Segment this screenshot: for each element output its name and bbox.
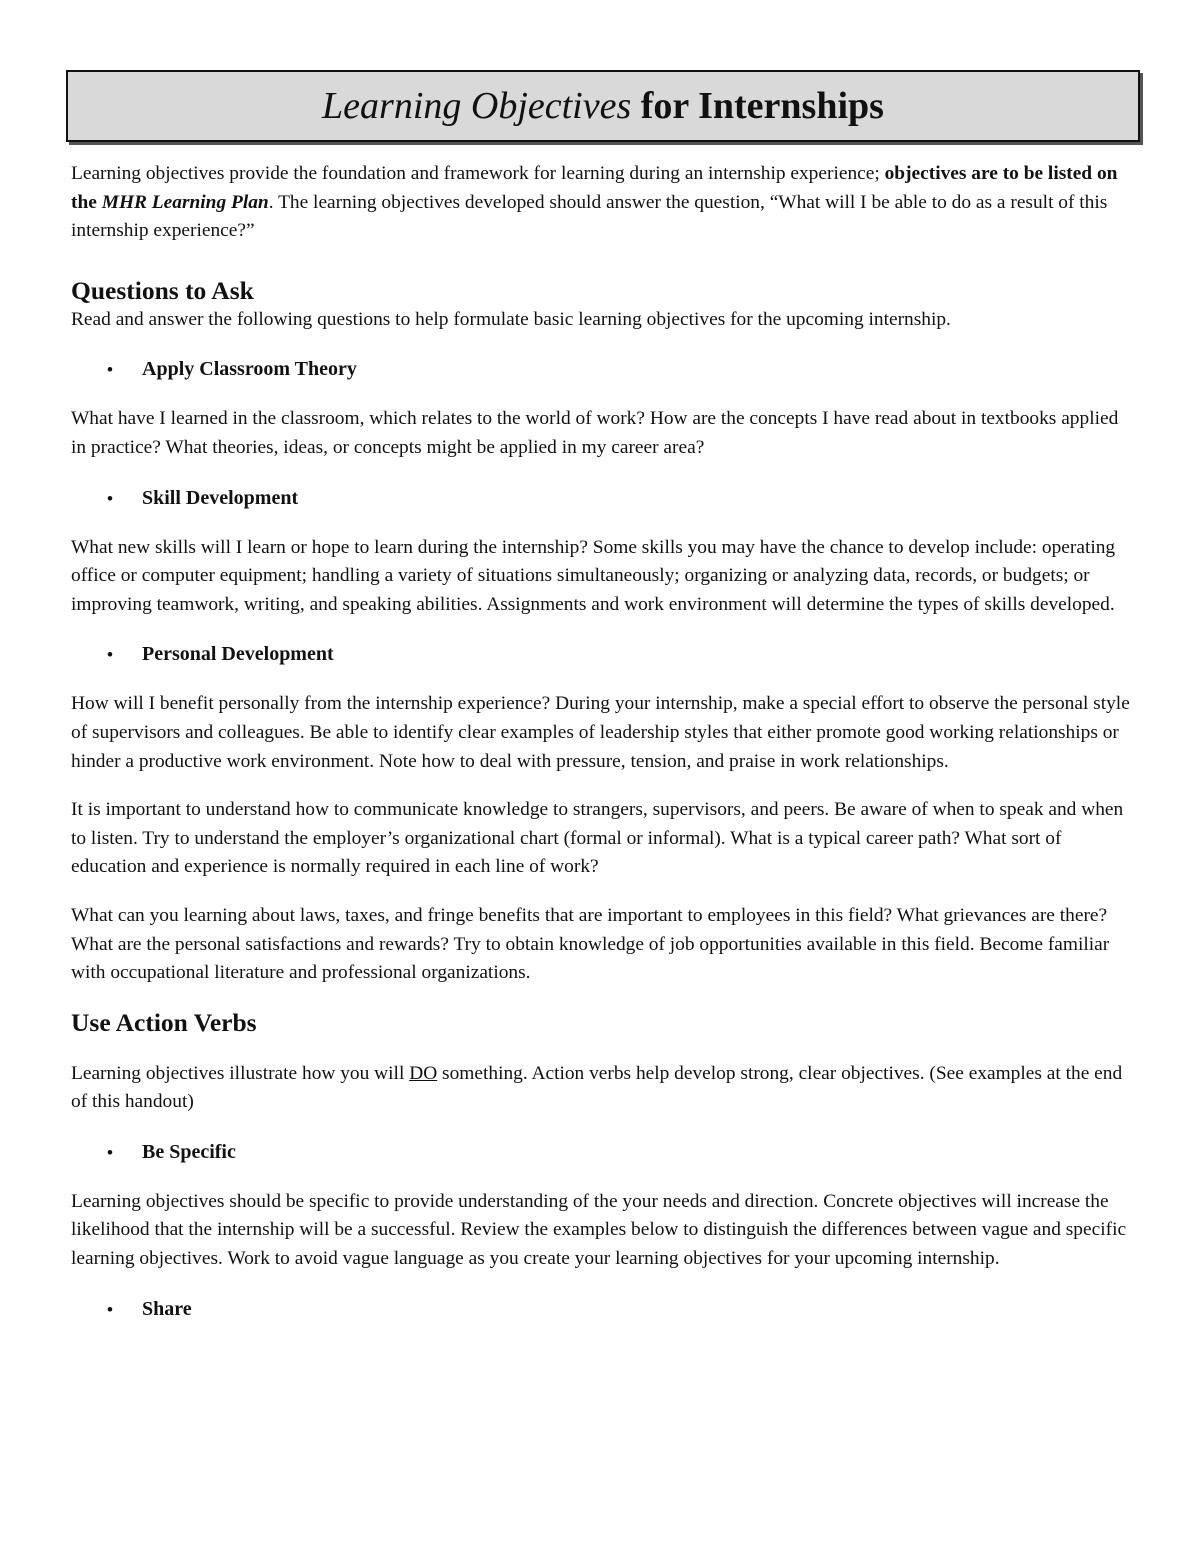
intro-text-2: . The learning objectives developed should answer the question, “What will I be able to do as a result of this internship experience?” [71, 191, 1108, 242]
personal-paragraph-1: How will I benefit personally from the internship experience? During your internship, make a special effort to observe the personal style of supervisors and colleagues. Be able to identify clear examples of leadership styles that either promote good working relationships or hinder a productive work environment. Note how to deal with pressure, tension, and praise in work relationships. [71, 693, 1130, 772]
bullet-apply-classroom-theory [71, 354, 1133, 385]
skill-paragraph: What new skills will I learn or hope to learn during the internship? Some skills you may have the chance to develop include: operating office or computer equipment; handling a variety of situations simultaneously; organizing or analyzing data, records, or budgets; or improving teamwork, writing, and speaking abilities. Assignments and work environment will determine the types of skills developed. [71, 536, 1116, 615]
bullet-skill-development [71, 483, 1133, 514]
bullet-icon: • [107, 360, 113, 380]
title-bold: for Internships [631, 85, 884, 127]
personal-paragraph-2: It is important to understand how to communicate knowledge to strangers, supervisors, and peers. Be aware of when to speak and when to listen. Try to understand the employer’s organizational chart (formal or informal). What is a typical career path? What sort of education and experience is normally required in each line of work? [71, 799, 1124, 878]
intro-bold-text: objectives are to be listed on the [71, 163, 1118, 213]
bullet-label: Be Specific [142, 1140, 236, 1163]
questions-lead: Read and answer the following questions to help formulate basic learning objectives for the upcoming internship. [71, 308, 951, 330]
section-heading-action-verbs: Use Action Verbs [71, 1007, 257, 1037]
bullet-share [71, 1294, 1133, 1325]
document-body [71, 160, 1133, 1325]
bullet-label: Share [142, 1297, 192, 1320]
title-banner [66, 70, 1140, 142]
intro-text-1: Learning objectives provide the foundation and framework for learning during an internship experience; [71, 163, 885, 184]
section-heading-questions: Questions to Ask [71, 275, 254, 305]
bullet-be-specific [71, 1137, 1133, 1168]
bullet-icon: • [107, 1299, 113, 1319]
bullet-personal-development [71, 639, 1133, 670]
bullet-icon: • [107, 1142, 113, 1162]
page-title [322, 84, 884, 128]
action-text-2: something. Action verbs help develop strong, clear objectives. (See examples at the end of this handout) [71, 1062, 1123, 1113]
classroom-paragraph: What have I learned in the classroom, which relates to the world of work? How are the concepts I have read about in textbooks applied in practice? What theories, ideas, or concepts might be applied in my career area? [71, 408, 1119, 458]
action-verbs-paragraph [71, 1060, 1133, 1117]
action-underlined-word: DO [409, 1062, 438, 1084]
intro-plan-name: MHR Learning Plan [101, 191, 269, 213]
bullet-label: Personal Development [142, 643, 334, 666]
bullet-icon: • [107, 488, 113, 508]
intro-paragraph [71, 160, 1133, 246]
bullet-label: Skill Development [142, 486, 299, 509]
bullet-icon: • [107, 645, 113, 665]
action-text-1: Learning objectives illustrate how you will [71, 1062, 410, 1084]
title-italic: Learning Objectives [322, 85, 632, 127]
specific-paragraph: Learning objectives should be specific to provide understanding of the your needs and direction. Concrete objectives will increase the likelihood that the internship will be a successful. Review the examples below to distinguish the differences between vague and specific learning objectives. Work to avoid vague language as you create your learning objectives for your upcoming internship. [71, 1190, 1127, 1270]
bullet-label: Apply Classroom Theory [142, 358, 357, 381]
personal-paragraph-3: What can you learning about laws, taxes, and fringe benefits that are important to employees in this field? What grievances are there? What are the personal satisfactions and rewards? Try to obtain knowledge of job opportunities available in this field. Become familiar with occupational literature and professional organizations. [71, 904, 1110, 984]
